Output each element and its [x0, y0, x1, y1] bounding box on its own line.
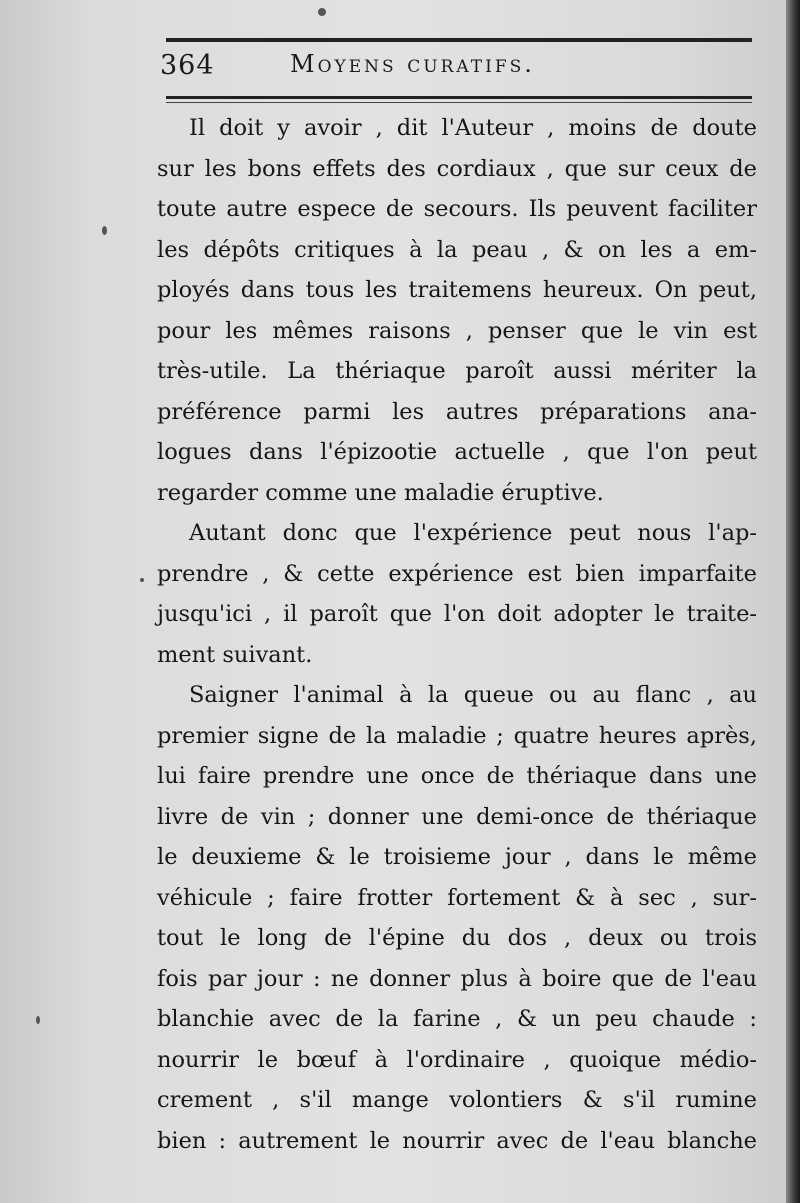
text-line: sur les bons effets des cordiaux , que sur ceux de — [157, 155, 757, 182]
text-line: blanchie avec de la farine , & un peu chaude : — [157, 1006, 757, 1032]
text-line: le deuxieme & le troisieme jour , dans le même — [157, 844, 757, 870]
text-line: véhicule ; faire frotter fortement & à sec , sur- — [157, 884, 757, 911]
body-text — [157, 108, 757, 1161]
header-rule-bottom — [166, 96, 752, 99]
running-head: Moyens curatifs. — [290, 50, 535, 78]
text-line: bien : autrement le nourrir avec de l'eau blanche — [157, 1127, 757, 1154]
text-line: crement , s'il mange volontiers & s'il rumine — [157, 1087, 757, 1113]
text-line: tout le long de l'épine du dos , deux ou trois — [157, 925, 757, 951]
text-line: fois par jour : ne donner plus à boire que de l'eau — [157, 965, 757, 992]
text-line: premier signe de la maladie ; quatre heures après, — [157, 722, 757, 749]
paper-speck — [36, 1016, 40, 1024]
text-line: livre de vin ; donner une demi-once de thériaque — [157, 803, 757, 830]
text-line: Il doit y avoir , dit l'Auteur , moins de doute — [189, 115, 757, 141]
text-line: très-utile. La thériaque paroît aussi mériter la — [157, 358, 757, 384]
text-line: pour les mêmes raisons , penser que le vin est — [157, 317, 757, 344]
paper-speck — [102, 226, 107, 235]
text-line: ment suivant. — [157, 641, 313, 668]
page-number: 364 — [160, 50, 215, 81]
text-line: regarder comme une maladie éruptive. — [157, 479, 604, 506]
paper-speck — [140, 578, 144, 582]
page-edge — [786, 0, 800, 1203]
text-line: jusqu'ici , il paroît que l'on doit adopter le traite- — [157, 601, 757, 627]
text-line: préférence parmi les autres préparations ana- — [157, 398, 757, 425]
paper-speck — [318, 8, 326, 16]
text-line: prendre , & cette expérience est bien imparfaite — [157, 560, 757, 587]
text-line: Autant donc que l'expérience peut nous l'ap- — [189, 520, 757, 546]
text-line: nourrir le bœuf à l'ordinaire , quoique médio- — [157, 1046, 757, 1073]
text-line: toute autre espece de secours. Ils peuvent faciliter — [157, 196, 757, 222]
text-line: logues dans l'épizootie actuelle , que l'on peut — [157, 439, 757, 465]
text-line: lui faire prendre une once de thériaque dans une — [157, 763, 757, 789]
header-rule-top — [166, 38, 752, 42]
text-line: les dépôts critiques à la peau , & on les a em- — [157, 236, 757, 263]
text-line: ployés dans tous les traitemens heureux. On peut, — [157, 277, 757, 303]
text-line: Saigner l'animal à la queue ou au flanc , au — [189, 682, 757, 708]
